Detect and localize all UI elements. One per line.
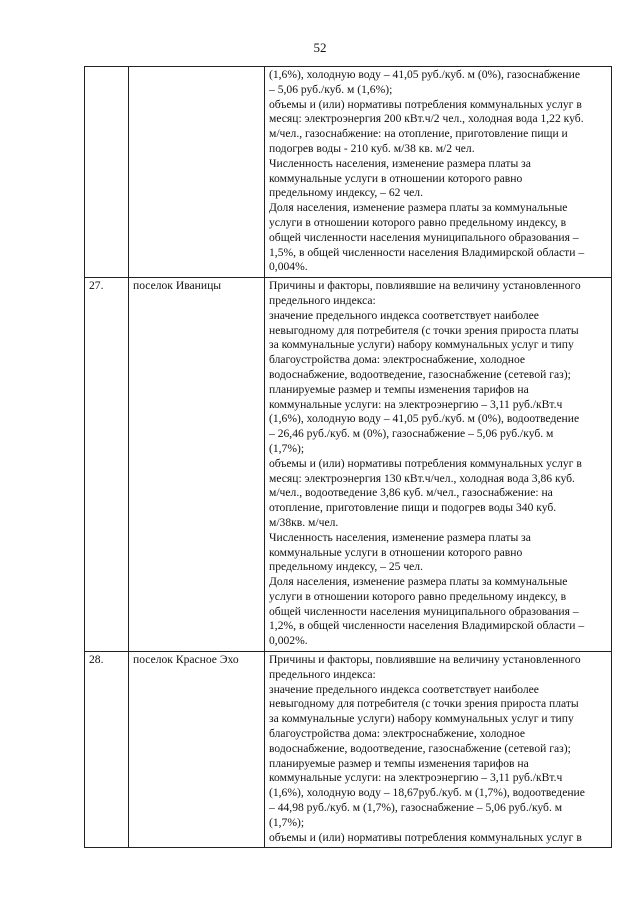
description-line: предельному индексу, – 62 чел. <box>269 186 423 200</box>
description-line: объемы и (или) нормативы потребления коммунальных услуг в <box>269 97 582 111</box>
description-line: Причины и факторы, повлиявшие на величину установленного <box>269 653 581 667</box>
description-line: Доля населения, изменение размера платы за коммунальные <box>269 575 568 589</box>
description-line: Причины и факторы, повлиявшие на величину установленного <box>269 279 581 293</box>
description-line: – 44,98 руб./куб. м (1,7%), газоснабжение – 5,06 руб./куб. м <box>269 801 563 815</box>
description-line: объемы и (или) нормативы потребления коммунальных услуг в <box>269 830 582 844</box>
description-line: Доля населения, изменение размера платы за коммунальные <box>269 201 568 215</box>
table-body <box>85 67 612 848</box>
description-line: коммунальные услуги: на электроэнергию – 3,11 руб./кВт.ч <box>269 771 563 785</box>
settlement-name-cell: поселок Красное Эхо <box>129 652 265 848</box>
description-line: предельного индекса: <box>269 293 376 307</box>
description-line: за коммунальные услуги) набору коммунальных услуг и типу <box>269 712 574 726</box>
description-line: месяц: электроэнергия 200 кВт.ч/2 чел., холодная вода 1,22 куб. <box>269 112 584 126</box>
description-line: благоустройства дома: электроснабжение, холодное <box>269 727 526 741</box>
description-line: (1,6%), холодную воду – 18,67руб./куб. м (1,7%), водоотведение <box>269 786 585 800</box>
settlement-name-cell: поселок Иваницы <box>129 278 265 652</box>
description-line: предельному индексу, – 25 чел. <box>269 560 423 574</box>
row-number-cell: 27. <box>85 278 129 652</box>
description-line: 0,004%. <box>269 260 308 274</box>
description-line: (1,6%), холодную воду – 41,05 руб./куб. м (0%), газоснабжение <box>269 68 580 81</box>
description-line: общей численности населения муниципального образования – <box>269 230 579 244</box>
description-line: – 26,46 руб./куб. м (0%), газоснабжение – 5,06 руб./куб. м <box>269 427 554 441</box>
table-row <box>85 652 612 848</box>
settlement-name-cell <box>129 67 265 278</box>
description-line: подогрев воды - 210 куб. м/38 кв. м/2 чел. <box>269 141 475 155</box>
description-line: планируемые размер и темпы изменения тарифов на <box>269 382 529 396</box>
description-line: коммунальные услуги в отношении которого равно <box>269 171 523 185</box>
description-line: м/38кв. м/чел. <box>269 515 339 529</box>
description-line: невыгодному для потребителя (с точки зрения прироста платы <box>269 323 579 337</box>
description-line: объемы и (или) нормативы потребления коммунальных услуг в <box>269 456 582 470</box>
description-cell <box>265 67 612 278</box>
description-line: отопление, приготовление пищи и подогрев воды 340 куб. <box>269 501 557 515</box>
description-line: за коммунальные услуги) набору коммунальных услуг и типу <box>269 338 574 352</box>
description-line: невыгодному для потребителя (с точки зрения прироста платы <box>269 697 579 711</box>
table-row <box>85 67 612 278</box>
description-line: – 5,06 руб./куб. м (1,6%); <box>269 82 393 96</box>
description-line: (1,7%); <box>269 815 305 829</box>
description-line: (1,7%); <box>269 441 305 455</box>
description-line: м/чел., газоснабжение: на отопление, приготовление пищи и <box>269 127 568 141</box>
description-line: Численность населения, изменение размера платы за <box>269 156 531 170</box>
description-line: коммунальные услуги: на электроэнергию – 3,11 руб./кВт.ч <box>269 397 563 411</box>
description-line: 0,002%. <box>269 634 308 648</box>
description-line: (1,6%), холодную воду – 41,05 руб./куб. м (0%), водоотведение <box>269 412 580 426</box>
table-row <box>85 278 612 652</box>
row-number-cell: 28. <box>85 652 129 848</box>
description-line: коммунальные услуги в отношении которого равно <box>269 545 523 559</box>
description-line: общей численности населения муниципального образования – <box>269 604 579 618</box>
description-line: 1,5%, в общей численности населения Владимирской области – <box>269 245 585 259</box>
description-line: м/чел., водоотведение 3,86 куб. м/чел., газоснабжение: на <box>269 486 553 500</box>
description-line: услуги в отношении которого равно предельному индексу, в <box>269 215 567 229</box>
description-line: значение предельного индекса соответствует наиболее <box>269 308 539 322</box>
description-cell <box>265 652 612 848</box>
description-line: услуги в отношении которого равно предельному индексу, в <box>269 589 567 603</box>
description-line: водоснабжение, водоотведение, газоснабжение (сетевой газ); <box>269 367 571 381</box>
description-line: предельного индекса: <box>269 667 376 681</box>
description-line: водоснабжение, водоотведение, газоснабжение (сетевой газ); <box>269 741 571 755</box>
row-number-cell <box>85 67 129 278</box>
description-line: месяц: электроэнергия 130 кВт.ч/чел., холодная вода 3,86 куб. <box>269 471 575 485</box>
description-line: значение предельного индекса соответствует наиболее <box>269 682 539 696</box>
description-line: благоустройства дома: электроснабжение, холодное <box>269 353 526 367</box>
description-line: планируемые размер и темпы изменения тарифов на <box>269 756 529 770</box>
document-table <box>84 66 612 848</box>
description-line: 1,2%, в общей численности населения Владимирской области – <box>269 619 585 633</box>
page-number: 52 <box>313 40 327 55</box>
description-line: Численность населения, изменение размера платы за <box>269 530 531 544</box>
description-cell <box>265 278 612 652</box>
